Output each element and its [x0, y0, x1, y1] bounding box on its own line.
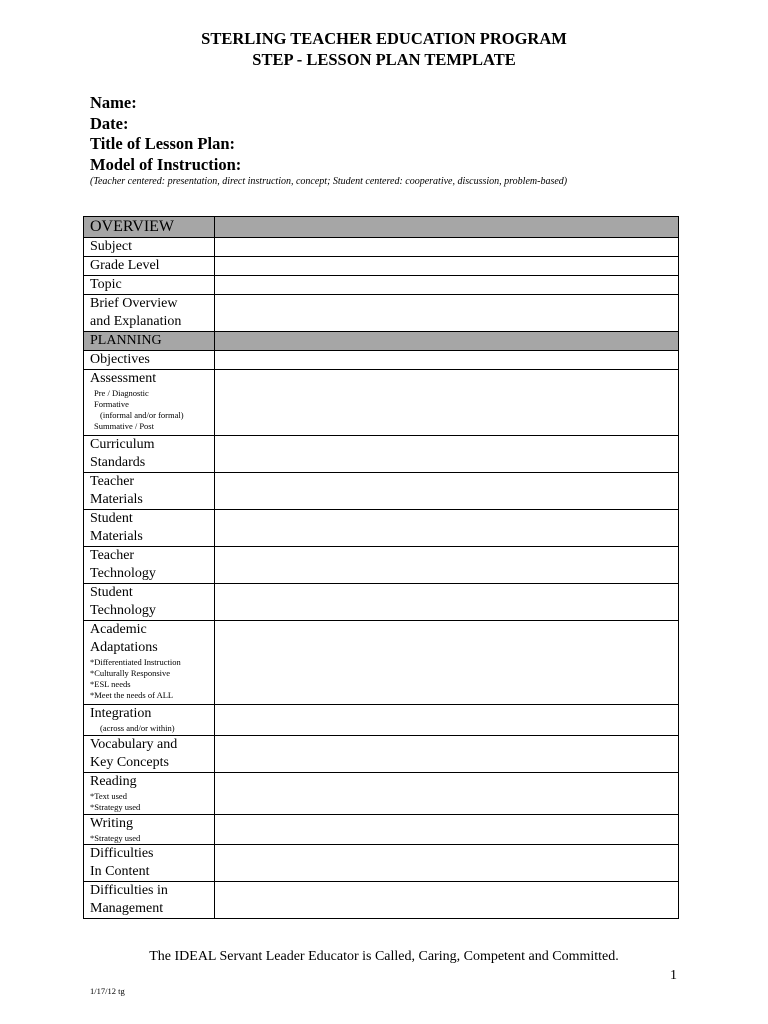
teacher-materials-label	[84, 473, 215, 510]
table-row	[84, 510, 679, 547]
assessment-sub-item: (informal and/or formal)	[100, 410, 184, 420]
grade-level-cell[interactable]	[215, 257, 679, 276]
label-line: Integration	[90, 706, 152, 721]
planning-heading-blank	[215, 332, 679, 351]
table-row	[84, 473, 679, 510]
label-line: Difficulties in	[90, 883, 168, 898]
table-row	[84, 436, 679, 473]
objectives-cell[interactable]	[215, 351, 679, 370]
table-row	[84, 370, 679, 436]
table-row	[84, 882, 679, 919]
label-line: Reading	[90, 774, 137, 789]
assessment-title: Assessment	[90, 371, 157, 386]
topic-label: Topic	[84, 276, 215, 295]
page-number: 1	[670, 968, 677, 983]
difficulties-content-label	[84, 845, 215, 882]
integration-cell[interactable]	[215, 705, 679, 736]
adaptation-sub-item: *Culturally Responsive	[90, 668, 171, 678]
table-row	[84, 773, 679, 815]
label-line: Teacher	[90, 474, 135, 489]
difficulties-content-cell[interactable]	[215, 845, 679, 882]
reading-sub-item: *Strategy used	[90, 802, 141, 812]
student-technology-cell[interactable]	[215, 584, 679, 621]
writing-sub-item: *Strategy used	[90, 833, 141, 843]
table-row	[84, 257, 679, 276]
label-line: Materials	[90, 492, 143, 507]
template-title: STEP - LESSON PLAN TEMPLATE	[252, 50, 516, 69]
table-row	[84, 736, 679, 773]
subject-cell[interactable]	[215, 238, 679, 257]
overview-section-row	[84, 217, 679, 238]
student-materials-cell[interactable]	[215, 510, 679, 547]
overview-heading-blank	[215, 217, 679, 238]
subject-label: Subject	[84, 238, 215, 257]
vocabulary-label	[84, 736, 215, 773]
label-line: Management	[90, 901, 164, 916]
table-row	[84, 351, 679, 370]
overview-heading: OVERVIEW	[84, 217, 215, 238]
label-line: Writing	[90, 816, 133, 831]
objectives-label: Objectives	[84, 351, 215, 370]
teacher-materials-cell[interactable]	[215, 473, 679, 510]
adaptation-sub-item: *ESL needs	[90, 679, 131, 689]
brief-overview-line-1: Brief Overview	[90, 296, 178, 311]
writing-cell[interactable]	[215, 815, 679, 845]
label-line: Student	[90, 585, 133, 600]
integration-label	[84, 705, 215, 736]
topic-cell[interactable]	[215, 276, 679, 295]
label-line: Materials	[90, 529, 143, 544]
model-of-instruction-label: Model of Instruction:	[90, 154, 242, 174]
adaptation-sub-item: *Differentiated Instruction	[90, 657, 181, 667]
name-label: Name:	[90, 93, 137, 112]
table-row	[84, 276, 679, 295]
lesson-plan-table	[83, 216, 679, 919]
assessment-label	[84, 370, 215, 436]
teacher-technology-cell[interactable]	[215, 547, 679, 584]
table-row	[84, 621, 679, 705]
student-technology-label	[84, 584, 215, 621]
label-line: Standards	[90, 455, 146, 470]
student-materials-label	[84, 510, 215, 547]
table-row	[84, 238, 679, 257]
academic-adaptations-cell[interactable]	[215, 621, 679, 705]
table-row	[84, 705, 679, 736]
assessment-sub-item: Pre / Diagnostic	[94, 388, 149, 398]
footer-motto: The IDEAL Servant Leader Educator is Called, Caring, Competent and Committed.	[149, 949, 619, 964]
lesson-title-label: Title of Lesson Plan:	[90, 134, 235, 153]
label-line: Difficulties	[90, 846, 154, 861]
table-row	[84, 845, 679, 882]
table-row	[84, 584, 679, 621]
planning-heading: PLANNING	[84, 332, 215, 351]
difficulties-management-label	[84, 882, 215, 919]
label-line: Adaptations	[90, 640, 158, 655]
label-line: Student	[90, 511, 133, 526]
table-row	[84, 547, 679, 584]
curriculum-standards-label	[84, 436, 215, 473]
reading-sub-item: *Text used	[90, 791, 127, 801]
date-label: Date:	[90, 113, 129, 133]
table-row	[84, 815, 679, 845]
label-line: In Content	[90, 864, 150, 879]
writing-label	[84, 815, 215, 845]
label-line: Key Concepts	[90, 755, 169, 770]
brief-overview-label	[84, 295, 215, 332]
label-line: Curriculum	[90, 437, 155, 452]
brief-overview-line-2: and Explanation	[90, 314, 182, 329]
label-line: Technology	[90, 566, 156, 581]
label-line: Academic	[90, 622, 147, 637]
program-title: STERLING TEACHER EDUCATION PROGRAM	[201, 29, 567, 48]
table-row	[84, 295, 679, 332]
model-of-instruction-note: (Teacher centered: presentation, direct instruction, concept; Student centered: cooperative, discussion, problem-based)	[90, 176, 568, 187]
reading-label	[84, 773, 215, 815]
curriculum-standards-cell[interactable]	[215, 436, 679, 473]
revision-date: 1/17/12 tg	[90, 986, 125, 996]
label-line: Teacher	[90, 548, 135, 563]
label-line: Vocabulary and	[90, 737, 178, 752]
integration-sub-item: (across and/or within)	[100, 723, 175, 733]
teacher-technology-label	[84, 547, 215, 584]
planning-section-row	[84, 332, 679, 351]
grade-level-label: Grade Level	[84, 257, 215, 276]
vocabulary-cell[interactable]	[215, 736, 679, 773]
assessment-sub-item: Summative / Post	[94, 421, 154, 431]
assessment-cell[interactable]	[215, 370, 679, 436]
adaptation-sub-item: *Meet the needs of ALL	[90, 690, 174, 700]
label-line: Technology	[90, 603, 156, 618]
header-fields	[90, 93, 241, 175]
brief-overview-cell[interactable]	[215, 295, 679, 332]
difficulties-management-cell[interactable]	[215, 882, 679, 919]
reading-cell[interactable]	[215, 773, 679, 815]
assessment-sub-item: Formative	[94, 399, 129, 409]
academic-adaptations-label	[84, 621, 215, 705]
